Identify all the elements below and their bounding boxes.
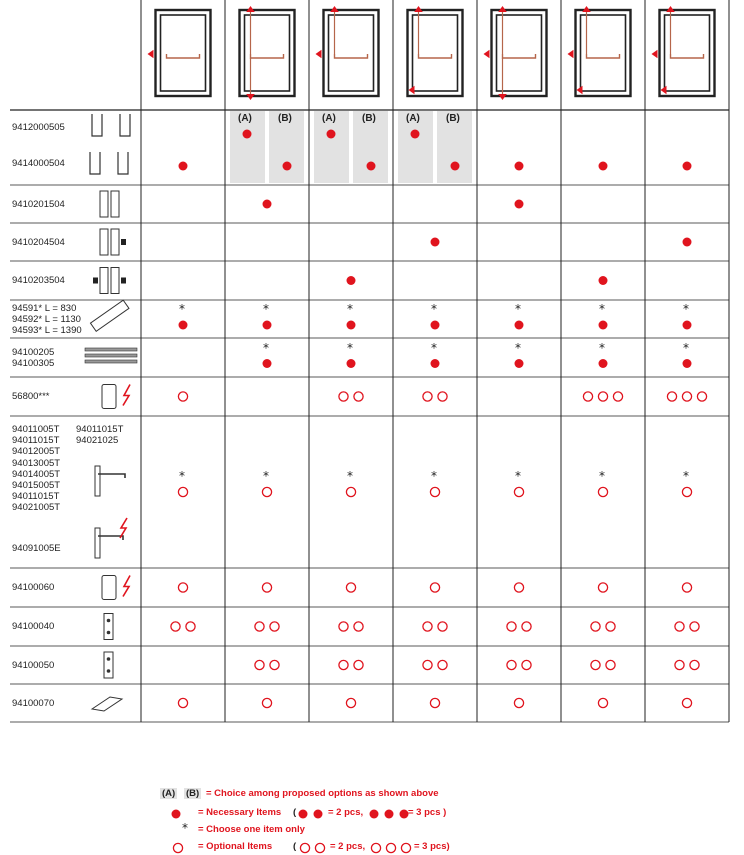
article-code: 9410203504 [12, 275, 65, 286]
article-code: 94011015T [12, 435, 60, 447]
panic-bar-icon [419, 54, 452, 58]
necessary-dot [263, 359, 272, 368]
optional-ring [346, 583, 355, 592]
optional-ring [507, 660, 516, 669]
article-code: 94021005T [12, 502, 61, 514]
optional-ring [507, 622, 516, 631]
article-code: 9414000504 [12, 158, 65, 169]
optional-ring [339, 392, 348, 401]
article-code: 94011015T [12, 491, 60, 503]
choose-one-star: * [431, 302, 437, 316]
bracket-double-icon [111, 268, 119, 294]
necessary-dot [385, 810, 394, 819]
necessary-dot [431, 321, 440, 330]
optional-ring [514, 487, 523, 496]
option-a-label: (A) [322, 113, 336, 124]
necessary-dot [263, 200, 272, 209]
optional-ring [606, 660, 615, 669]
optional-ring [682, 698, 691, 707]
lightning-icon [123, 385, 130, 406]
cylinder-icon [102, 576, 116, 600]
choose-one-star: * [263, 302, 269, 316]
article-code: 94592* L = 1130 [12, 313, 81, 325]
plate-icon [104, 652, 113, 678]
arrow-head-icon [316, 50, 322, 59]
article-code: 94591* L = 830 [12, 302, 77, 314]
optional-ring [270, 622, 279, 631]
optional-ring [682, 487, 691, 496]
article-code: 94015005T [12, 480, 61, 491]
necessary-dot [179, 162, 188, 171]
legend-choice-b: (B) [186, 788, 200, 799]
necessary-dot [683, 162, 692, 171]
door-frame-icon [660, 10, 715, 96]
handle-icon [95, 466, 100, 496]
legend-necessary-3: = 3 pcs ) [408, 807, 447, 818]
optional-ring [583, 392, 592, 401]
necessary-dot [327, 130, 336, 139]
article-code: 94021025 [76, 435, 119, 447]
optional-ring [186, 622, 195, 631]
optional-ring [690, 660, 699, 669]
arrow-head-icon [409, 86, 415, 95]
necessary-dot [431, 359, 440, 368]
necessary-dot [283, 162, 292, 171]
door-leaf-icon [581, 15, 626, 91]
choose-one-star: * [263, 340, 269, 355]
legend-optional-text: = Optional Items [198, 841, 273, 852]
optional-ring [514, 698, 523, 707]
article-code: 94100070 [12, 697, 55, 709]
rods-icon [85, 348, 137, 351]
rods-icon [85, 354, 137, 357]
necessary-dot [314, 810, 323, 819]
necessary-dot [683, 359, 692, 368]
optional-ring [178, 698, 187, 707]
necessary-dot [431, 238, 440, 247]
choose-one-star: * [263, 469, 269, 483]
optional-ring [430, 698, 439, 707]
choose-one-star: * [599, 302, 605, 316]
bracket-right-icon [100, 229, 108, 255]
optional-ring [386, 843, 395, 852]
door-frame-icon [156, 10, 211, 96]
necessary-dot [451, 162, 460, 171]
legend-choice-a: (A) [162, 788, 176, 799]
optional-ring [438, 392, 447, 401]
legend-optional-3: = 3 pcs) [414, 841, 450, 852]
plate-icon [107, 669, 111, 673]
optional-ring [438, 660, 447, 669]
option-a-label: (A) [238, 113, 252, 124]
door-leaf-icon [497, 15, 542, 91]
choose-one-star: * [179, 469, 185, 483]
legend-optional-2: = 2 pcs, [330, 841, 366, 852]
door-frame-icon [492, 10, 547, 96]
choose-one-star: * [431, 340, 437, 355]
option-b-label: (B) [278, 113, 292, 124]
choose-one-star: * [347, 302, 353, 316]
bracket-icon [111, 191, 119, 217]
arrow-head-icon [484, 50, 490, 59]
legend-star-icon: * [182, 821, 188, 835]
legend-paren-open-2: ( [293, 841, 297, 852]
option-b-label: (B) [362, 113, 376, 124]
article-code: 94011015T [76, 424, 124, 435]
article-code: 9410201504 [12, 198, 65, 210]
alarm-box-icon [102, 385, 116, 409]
optional-ring [371, 843, 380, 852]
plate-icon [107, 657, 111, 661]
optional-ring [178, 392, 187, 401]
optional-ring [423, 660, 432, 669]
panic-bar-icon [335, 54, 368, 58]
necessary-dot [515, 200, 524, 209]
optional-ring [591, 660, 600, 669]
article-code: 94593* L = 1390 [12, 324, 82, 336]
door-leaf-icon [665, 15, 710, 91]
necessary-dot [263, 321, 272, 330]
optional-ring [300, 843, 309, 852]
article-code: 94100305 [12, 357, 55, 369]
door-frame-icon [408, 10, 463, 96]
optional-ring [178, 583, 187, 592]
legend-necessary-2: = 2 pcs, [328, 807, 364, 818]
optional-ring [598, 487, 607, 496]
bracket-double-icon [100, 268, 108, 294]
door-frame-icon [240, 10, 295, 96]
plate-icon [107, 619, 111, 623]
optional-ring [430, 583, 439, 592]
choose-one-star: * [683, 469, 689, 483]
option-b-label: (B) [446, 113, 460, 124]
necessary-dot [172, 810, 181, 819]
necessary-dot [179, 321, 188, 330]
arrow-head-icon [661, 86, 667, 95]
door-leaf-icon [329, 15, 374, 91]
choose-one-star: * [683, 302, 689, 316]
handle-icon [95, 528, 100, 558]
necessary-dot [299, 810, 308, 819]
optional-ring [598, 583, 607, 592]
optional-ring [522, 622, 531, 631]
plate-icon [104, 614, 113, 640]
optional-ring [682, 392, 691, 401]
optional-ring [613, 392, 622, 401]
necessary-dot [370, 810, 379, 819]
handle-icon [98, 536, 123, 540]
necessary-dot [515, 321, 524, 330]
arrow-head-icon [652, 50, 658, 59]
article-code: 94100040 [12, 621, 55, 632]
optional-ring [522, 660, 531, 669]
optional-ring [315, 843, 324, 852]
necessary-dot [347, 276, 356, 285]
choose-one-star: * [515, 469, 521, 483]
necessary-dot [347, 321, 356, 330]
panic-bar-icon [671, 54, 704, 58]
optional-ring [667, 392, 676, 401]
lightning-icon [120, 518, 127, 538]
necessary-dot [243, 130, 252, 139]
article-code: 9412000505 [12, 122, 65, 133]
door-leaf-icon [413, 15, 458, 91]
rods-icon [85, 360, 137, 363]
optional-ring [430, 487, 439, 496]
legend-paren-open: ( [293, 807, 297, 818]
key-cover-icon [92, 697, 122, 711]
legend-necessary-text: = Necessary Items [198, 807, 282, 818]
article-code: 94100205 [12, 346, 55, 358]
article-code: 94013005T [12, 457, 61, 469]
optional-ring [171, 622, 180, 631]
option-a-label: (A) [406, 113, 420, 124]
necessary-dot [599, 276, 608, 285]
optional-ring [354, 660, 363, 669]
choose-one-star: * [431, 469, 437, 483]
arrow-head-icon [148, 50, 154, 59]
optional-ring [690, 622, 699, 631]
choose-one-star: * [683, 340, 689, 355]
necessary-dot [599, 321, 608, 330]
bracket-double-icon [93, 278, 98, 284]
choose-one-star: * [179, 302, 185, 316]
bracket-icon [100, 191, 108, 217]
choose-one-star: * [347, 340, 353, 355]
article-code: 94100060 [12, 582, 55, 593]
bracket-right-icon [121, 239, 126, 245]
article-code: 56800*** [12, 391, 50, 402]
optional-ring [270, 660, 279, 669]
optional-ring [423, 392, 432, 401]
necessary-dot [599, 162, 608, 171]
optional-ring [675, 660, 684, 669]
optional-ring [591, 622, 600, 631]
choose-one-star: * [515, 340, 521, 355]
optional-ring [339, 660, 348, 669]
optional-ring [346, 698, 355, 707]
cover-pair-icon [90, 152, 128, 174]
panic-bar-icon [251, 54, 284, 58]
optional-ring [423, 622, 432, 631]
necessary-dot [515, 162, 524, 171]
lightning-icon [123, 576, 130, 597]
optional-ring [438, 622, 447, 631]
optional-ring [598, 392, 607, 401]
optional-ring [598, 698, 607, 707]
door-leaf-icon [245, 15, 290, 91]
bracket-right-icon [111, 229, 119, 255]
bracket-double-icon [121, 278, 126, 284]
optional-ring [255, 660, 264, 669]
door-frame-icon [576, 10, 631, 96]
necessary-dot [411, 130, 420, 139]
article-code: 94011005T [12, 424, 60, 435]
optional-ring [262, 698, 271, 707]
panic-bar-icon [587, 54, 620, 58]
optional-ring [262, 583, 271, 592]
optional-ring [675, 622, 684, 631]
choose-one-star: * [347, 469, 353, 483]
optional-ring [354, 622, 363, 631]
optional-ring [697, 392, 706, 401]
necessary-dot [683, 238, 692, 247]
panic-bar-icon [167, 54, 200, 58]
arrow-head-icon [568, 50, 574, 59]
tube-icon [90, 300, 129, 331]
article-code: 94012005T [12, 446, 61, 458]
choose-one-star: * [599, 340, 605, 355]
legend-star-text: = Choose one item only [198, 824, 305, 835]
choose-one-star: * [599, 469, 605, 483]
arrow-head-icon [577, 86, 583, 95]
necessary-dot [367, 162, 376, 171]
optional-ring [255, 622, 264, 631]
optional-ring [173, 843, 182, 852]
legend-choice-text: = Choice among proposed options as shown above [206, 788, 439, 799]
optional-ring [401, 843, 410, 852]
necessary-dot [599, 359, 608, 368]
article-code: 9410204504 [12, 236, 65, 248]
optional-ring [354, 392, 363, 401]
door-leaf-icon [161, 15, 206, 91]
handle-icon [98, 474, 125, 478]
necessary-dot [683, 321, 692, 330]
door-frame-icon [324, 10, 379, 96]
necessary-dot [347, 359, 356, 368]
panic-bar-icon [503, 54, 536, 58]
optional-ring [339, 622, 348, 631]
optional-ring [346, 487, 355, 496]
necessary-dot [515, 359, 524, 368]
optional-ring [262, 487, 271, 496]
article-code: 94091005E [12, 543, 61, 554]
plate-icon [107, 631, 111, 635]
optional-ring [514, 583, 523, 592]
optional-ring [606, 622, 615, 631]
article-code: 94014005T [12, 468, 61, 480]
cover-pair-icon [92, 114, 130, 136]
optional-ring [178, 487, 187, 496]
article-code: 94100050 [12, 659, 55, 671]
optional-ring [682, 583, 691, 592]
choose-one-star: * [515, 302, 521, 316]
